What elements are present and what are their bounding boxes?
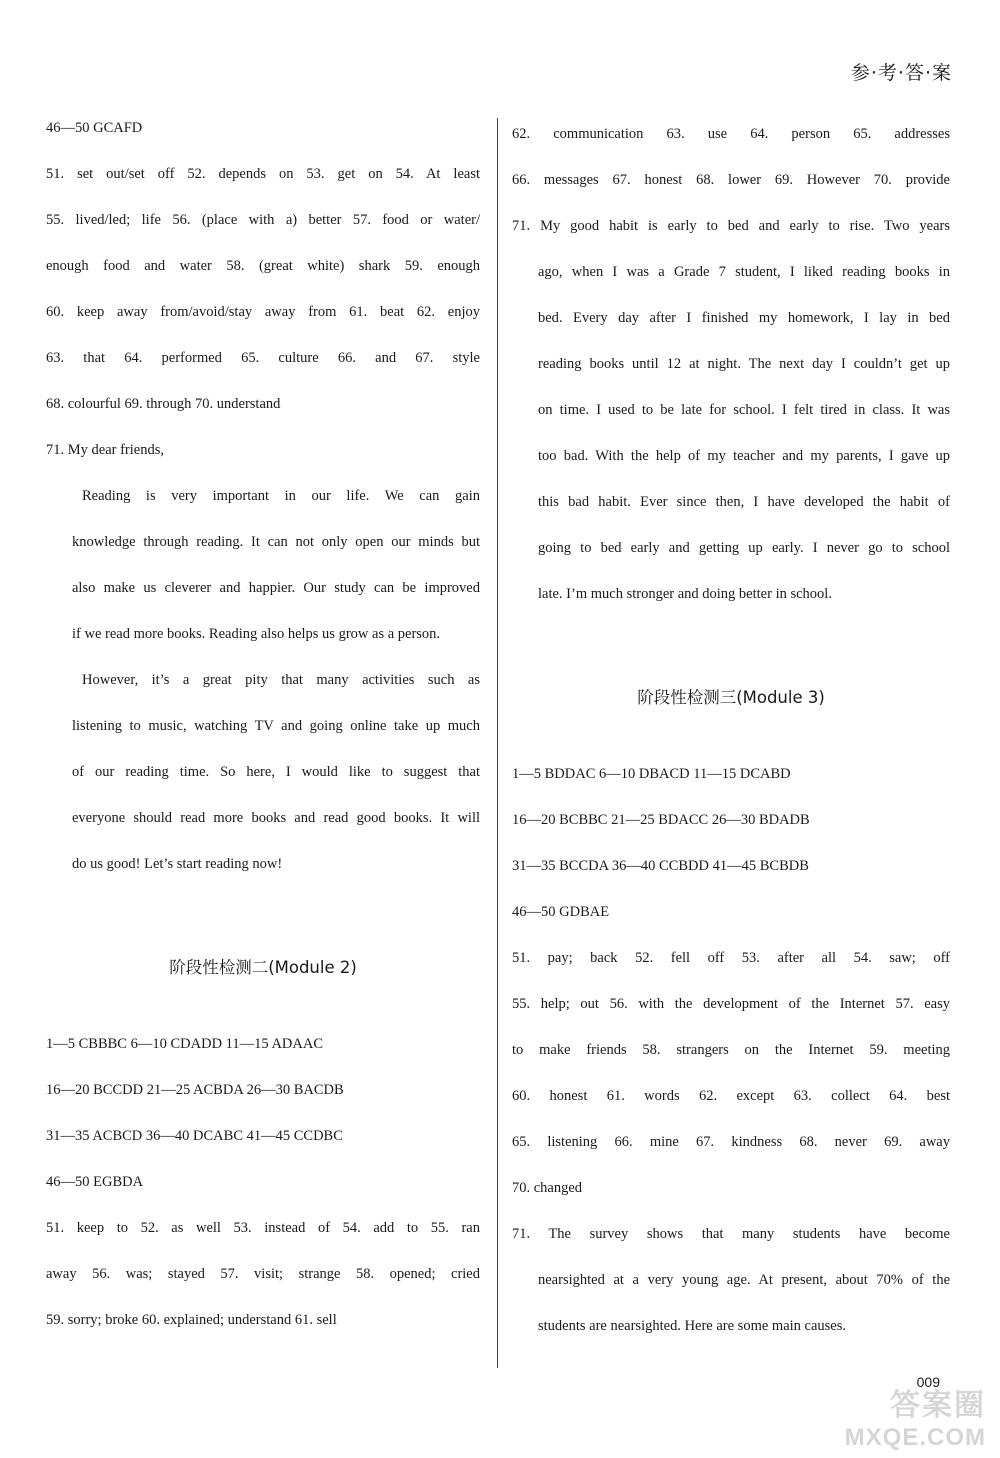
essay-line: on time. I used to be late for school. I felt tired in class. It was xyxy=(538,402,950,418)
essay-line: knowledge through reading. It can not only open our minds but xyxy=(72,534,480,550)
essay-line: ago, when I was a Grade 7 student, I liked reading books in xyxy=(538,264,950,280)
essay-line: listening to music, watching TV and going online take up much xyxy=(72,718,480,734)
right-column xyxy=(512,120,950,1358)
watermark-url: MXQE.COM xyxy=(844,1424,986,1451)
essay-line: Reading is very important in our life. We can gain xyxy=(82,488,480,504)
answer-line: 70. changed xyxy=(512,1180,583,1196)
watermark-text: 答案圈 xyxy=(890,1388,986,1423)
essay-line: 71. My good habit is early to bed and early to rise. Two years xyxy=(512,218,950,234)
answer-line: 51. pay; back 52. fell off 53. after all 54. saw; off xyxy=(512,950,950,966)
answer-line: 1—5 BDDAC 6—10 DBACD 11—15 DCABD xyxy=(512,766,791,782)
answer-line: 55. help; out 56. with the development of the Internet 57. easy xyxy=(512,996,950,1012)
column-divider xyxy=(497,118,498,1368)
page-number: 009 xyxy=(916,1374,940,1390)
essay-line: everyone should read more books and read good books. It will xyxy=(72,810,480,826)
essay-line: do us good! Let’s start reading now! xyxy=(72,856,283,872)
answer-line: 68. colourful 69. through 70. understand xyxy=(46,396,281,412)
answer-line: 51. keep to 52. as well 53. instead of 54. add to 55. ran xyxy=(46,1220,480,1236)
answer-line: 31—35 BCCDA 36—40 CCBDD 41—45 BCBDB xyxy=(512,858,809,874)
answer-line: away 56. was; stayed 57. visit; strange 58. opened; cried xyxy=(46,1266,480,1282)
essay-line: late. I’m much stronger and doing better in school. xyxy=(538,586,832,602)
section-title-module-3: 阶段性检测三(Module 3) xyxy=(637,688,825,707)
answer-line: 62. communication 63. use 64. person 65. addresses xyxy=(512,126,950,142)
essay-line: nearsighted at a very young age. At present, about 70% of the xyxy=(538,1272,950,1288)
answer-line: 16—20 BCCDD 21—25 ACBDA 26—30 BACDB xyxy=(46,1082,344,1098)
essay-line: too bad. With the help of my teacher and my parents, I gave up xyxy=(538,448,950,464)
essay-line: of our reading time. So here, I would like to suggest that xyxy=(72,764,480,780)
essay-line: However, it’s a great pity that many activities such as xyxy=(82,672,480,688)
watermark-logo xyxy=(816,1380,986,1450)
answer-line: 55. lived/led; life 56. (place with a) better 57. food or water/ xyxy=(46,212,480,228)
answer-line: 46—50 GCAFD xyxy=(46,120,143,136)
essay-salutation: 71. My dear friends, xyxy=(46,442,164,458)
essay-line: this bad habit. Ever since then, I have developed the habit of xyxy=(538,494,950,510)
answer-line: to make friends 58. strangers on the Internet 59. meeting xyxy=(512,1042,950,1058)
answer-line: 1—5 CBBBC 6—10 CDADD 11—15 ADAAC xyxy=(46,1036,324,1052)
answer-line: 63. that 64. performed 65. culture 66. and 67. style xyxy=(46,350,480,366)
answer-line: 51. set out/set off 52. depends on 53. get on 54. At least xyxy=(46,166,480,182)
answer-line: 65. listening 66. mine 67. kindness 68. never 69. away xyxy=(512,1134,950,1150)
answer-line: 60. honest 61. words 62. except 63. collect 64. best xyxy=(512,1088,950,1104)
essay-line: going to bed early and getting up early. I never go to school xyxy=(538,540,950,556)
page-header: 参·考·答·案 xyxy=(850,62,952,84)
essay-line: 71. The survey shows that many students have become xyxy=(512,1226,950,1242)
answer-line: enough food and water 58. (great white) shark 59. enough xyxy=(46,258,480,274)
answer-line: 46—50 GDBAE xyxy=(512,904,610,920)
answer-line: 60. keep away from/avoid/stay away from 61. beat 62. enjoy xyxy=(46,304,480,320)
section-title-module-2: 阶段性检测二(Module 2) xyxy=(169,958,357,977)
answer-line: 16—20 BCBBC 21—25 BDACC 26—30 BDADB xyxy=(512,812,810,828)
left-column xyxy=(46,114,480,1352)
answer-line: 31—35 ACBCD 36—40 DCABC 41—45 CCDBC xyxy=(46,1128,343,1144)
answer-line: 59. sorry; broke 60. explained; understand 61. sell xyxy=(46,1312,337,1328)
essay-line: bed. Every day after I finished my homework, I lay in bed xyxy=(538,310,950,326)
essay-line: also make us cleverer and happier. Our study can be improved xyxy=(72,580,480,596)
answer-line: 66. messages 67. honest 68. lower 69. However 70. provide xyxy=(512,172,950,188)
essay-line: if we read more books. Reading also helps us grow as a person. xyxy=(72,626,441,642)
answer-line: 46—50 EGBDA xyxy=(46,1174,144,1190)
essay-line: students are nearsighted. Here are some main causes. xyxy=(538,1318,847,1334)
essay-line: reading books until 12 at night. The next day I couldn’t get up xyxy=(538,356,950,372)
